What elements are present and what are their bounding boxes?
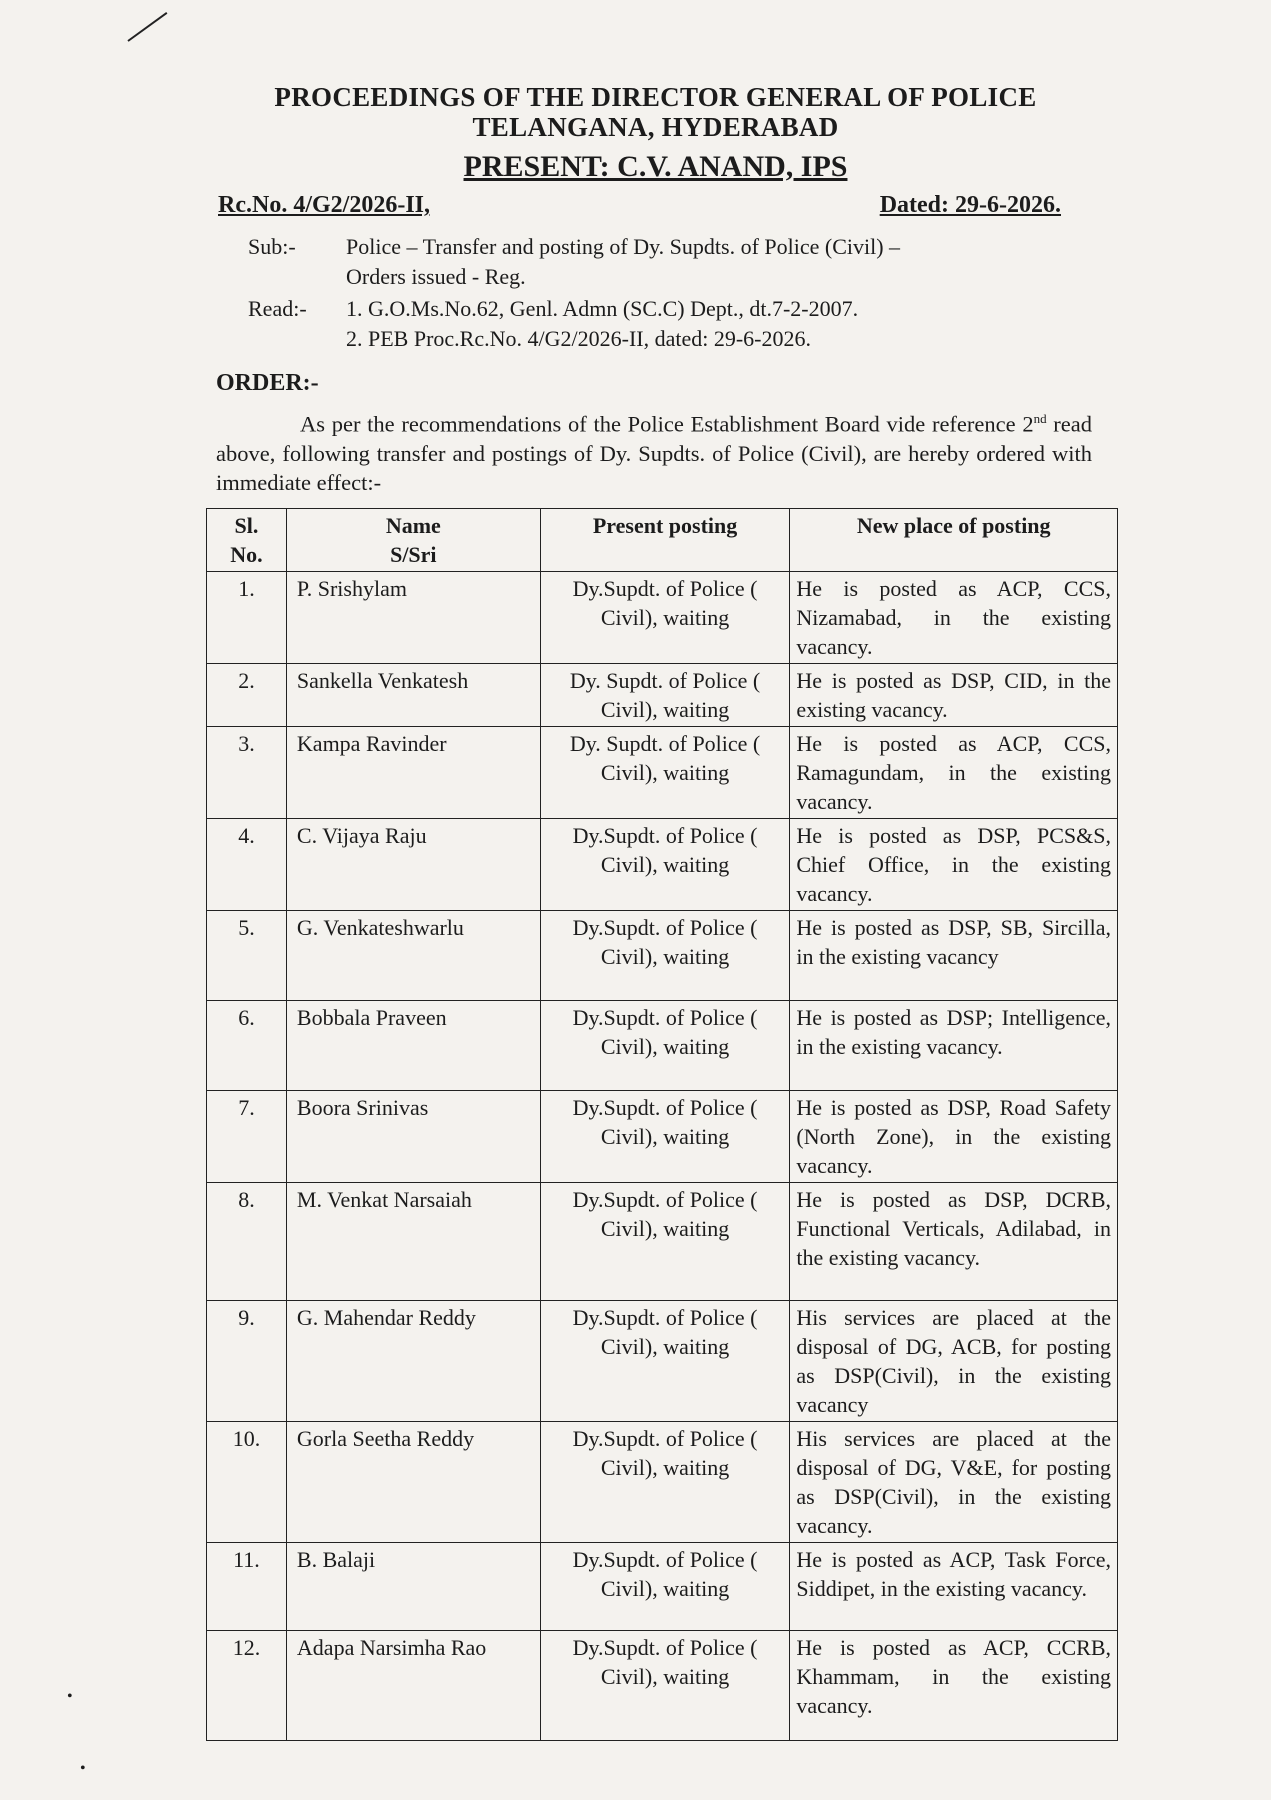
table-row <box>207 1091 1118 1183</box>
row-sl-no: 4. <box>207 819 287 911</box>
row-officer-name: Sankella Venkatesh <box>286 664 540 727</box>
row-new-posting: His services are placed at the disposal of DG, ACB, for posting as DSP(Civil), in the existing vacancy <box>790 1301 1118 1422</box>
row-present-posting: Dy.Supdt. of Police ( Civil), waiting <box>540 1631 790 1741</box>
header-new-posting: New place of posting <box>790 509 1118 572</box>
margin-dot: • <box>80 1760 86 1777</box>
row-officer-name: Adapa Narsimha Rao <box>286 1631 540 1741</box>
header-sl-line1: Sl. <box>234 513 259 538</box>
table-row <box>207 1301 1118 1422</box>
row-officer-name: B. Balaji <box>286 1543 540 1631</box>
header-sl-line2: No. <box>230 542 263 567</box>
row-sl-no: 8. <box>207 1183 287 1301</box>
read-label: Read:- <box>248 296 307 321</box>
row-present-posting: Dy. Supdt. of Police ( Civil), waiting <box>540 664 790 727</box>
row-present-posting: Dy.Supdt. of Police ( Civil), waiting <box>540 911 790 1001</box>
table-row <box>207 572 1118 664</box>
row-sl-no: 7. <box>207 1091 287 1183</box>
row-present-posting: Dy.Supdt. of Police ( Civil), waiting <box>540 1091 790 1183</box>
row-sl-no: 11. <box>207 1543 287 1631</box>
table-row <box>207 1543 1118 1631</box>
row-sl-no: 6. <box>207 1001 287 1091</box>
row-present-posting: Dy.Supdt. of Police ( Civil), waiting <box>540 1422 790 1543</box>
header-name <box>286 509 540 572</box>
row-new-posting: He is posted as DSP, SB, Sircilla, in the existing vacancy <box>790 911 1118 1001</box>
row-officer-name: Kampa Ravinder <box>286 727 540 819</box>
header-name-line1: Name <box>385 513 441 538</box>
row-new-posting: He is posted as DSP; Intelligence, in the existing vacancy. <box>790 1001 1118 1091</box>
reference-number: Rc.No. 4/G2/2026-II, <box>218 192 430 218</box>
row-sl-no: 3. <box>207 727 287 819</box>
order-text-part2: read above, following transfer and postings of Dy. Supdts. of Police (Civil), are hereby ordered with immediate effect:- <box>216 411 1093 495</box>
row-new-posting: He is posted as ACP, Task Force, Siddipet, in the existing vacancy. <box>790 1543 1118 1631</box>
margin-dot: • <box>67 1688 73 1705</box>
read-item-2: 2. PEB Proc.Rc.No. 4/G2/2026-II, dated: 29-6-2026. <box>346 326 811 351</box>
read-list <box>346 294 1066 354</box>
row-officer-name: Gorla Seetha Reddy <box>286 1422 540 1543</box>
row-present-posting: Dy.Supdt. of Police ( Civil), waiting <box>540 572 790 664</box>
read-item-1: 1. G.O.Ms.No.62, Genl. Admn (SC.C) Dept., dt.7-2-2007. <box>346 296 859 321</box>
order-date: Dated: 29-6-2026. <box>879 192 1061 218</box>
pen-tick-mark <box>127 12 167 42</box>
row-new-posting: He is posted as ACP, CCRB, Khammam, in the existing vacancy. <box>790 1631 1118 1741</box>
header-name-line2: S/Sri <box>390 542 437 567</box>
row-new-posting: His services are placed at the disposal of DG, V&E, for posting as DSP(Civil), in the existing vacancy. <box>790 1422 1118 1543</box>
row-officer-name: M. Venkat Narsaiah <box>286 1183 540 1301</box>
row-present-posting: Dy.Supdt. of Police ( Civil), waiting <box>540 1001 790 1091</box>
row-new-posting: He is posted as DSP, PCS&S, Chief Office, in the existing vacancy. <box>790 819 1118 911</box>
row-officer-name: C. Vijaya Raju <box>286 819 540 911</box>
table-row <box>207 819 1118 911</box>
subject-line-2: Orders issued - Reg. <box>346 264 526 289</box>
header-present-posting: Present posting <box>540 509 790 572</box>
row-officer-name: P. Srishylam <box>286 572 540 664</box>
row-officer-name: Bobbala Praveen <box>286 1001 540 1091</box>
table-row <box>207 1422 1118 1543</box>
row-new-posting: He is posted as DSP, CID, in the existing vacancy. <box>790 664 1118 727</box>
subject-label: Sub:- <box>248 234 296 259</box>
postings-table <box>206 508 1118 1741</box>
row-present-posting: Dy.Supdt. of Police ( Civil), waiting <box>540 819 790 911</box>
table-row <box>207 664 1118 727</box>
row-present-posting: Dy. Supdt. of Police ( Civil), waiting <box>540 727 790 819</box>
order-paragraph <box>216 404 1092 497</box>
table-row <box>207 1001 1118 1091</box>
order-heading: ORDER:- <box>216 370 319 396</box>
table-header-row <box>207 509 1118 572</box>
row-sl-no: 1. <box>207 572 287 664</box>
table-row <box>207 911 1118 1001</box>
row-sl-no: 2. <box>207 664 287 727</box>
row-new-posting: He is posted as ACP, CCS, Nizamabad, in the existing vacancy. <box>790 572 1118 664</box>
row-officer-name: G. Mahendar Reddy <box>286 1301 540 1422</box>
row-new-posting: He is posted as DSP, Road Safety (North Zone), in the existing vacancy. <box>790 1091 1118 1183</box>
table-row <box>207 1631 1118 1741</box>
subject-text <box>346 232 1066 292</box>
proceedings-title: PROCEEDINGS OF THE DIRECTOR GENERAL OF POLICE <box>274 82 1037 112</box>
order-text-superscript: nd <box>1033 411 1047 426</box>
row-sl-no: 5. <box>207 911 287 1001</box>
row-present-posting: Dy.Supdt. of Police ( Civil), waiting <box>540 1301 790 1422</box>
row-new-posting: He is posted as ACP, CCS, Ramagundam, in the existing vacancy. <box>790 727 1118 819</box>
row-sl-no: 12. <box>207 1631 287 1741</box>
row-present-posting: Dy.Supdt. of Police ( Civil), waiting <box>540 1543 790 1631</box>
row-sl-no: 9. <box>207 1301 287 1422</box>
header-sl-no <box>207 509 287 572</box>
row-officer-name: Boora Srinivas <box>286 1091 540 1183</box>
row-present-posting: Dy.Supdt. of Police ( Civil), waiting <box>540 1183 790 1301</box>
row-sl-no: 10. <box>207 1422 287 1543</box>
order-text-part1: As per the recommendations of the Police Establishment Board vide reference 2 <box>300 411 1034 437</box>
proceedings-location: TELANGANA, HYDERABAD <box>472 112 839 142</box>
subject-line-1: Police – Transfer and posting of Dy. Supdts. of Police (Civil) – <box>346 234 901 259</box>
table-row <box>207 1183 1118 1301</box>
table-row <box>207 727 1118 819</box>
row-officer-name: G. Venkateshwarlu <box>286 911 540 1001</box>
row-new-posting: He is posted as DSP, DCRB, Functional Verticals, Adilabad, in the existing vacancy. <box>790 1183 1118 1301</box>
present-officer: PRESENT: C.V. ANAND, IPS <box>463 150 848 183</box>
